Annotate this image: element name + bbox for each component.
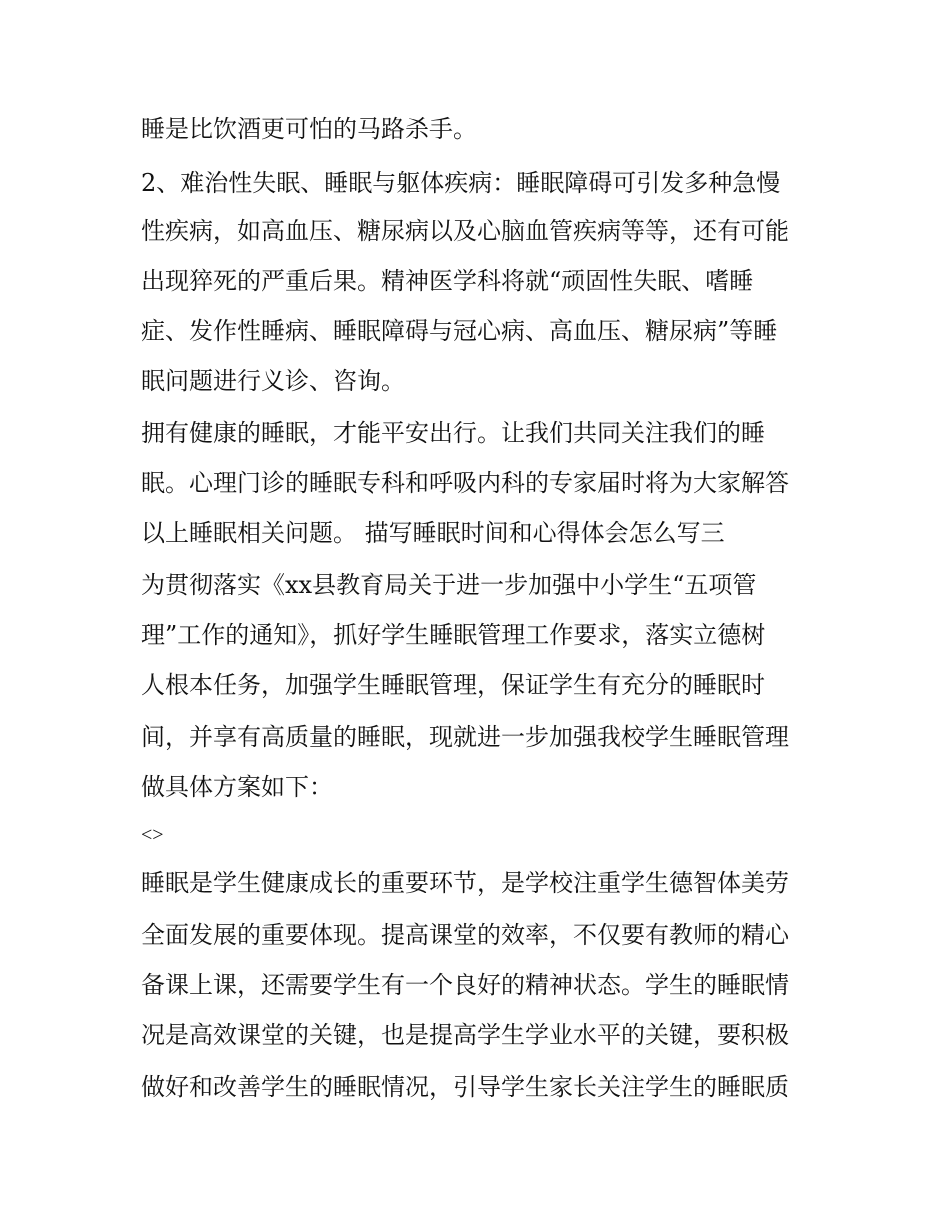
text-line: 睡眠是学生健康成长的重要环节，是学校注重学生德智体美劳: [141, 869, 789, 897]
text-line: 睡是比饮酒更可怕的马路杀手。: [141, 115, 477, 143]
text-line: 拥有健康的睡眠，才能平安出行。让我们共同关注我们的睡: [141, 419, 765, 447]
text-line: 症、发作性睡病、睡眠障碍与冠心病、高血压、糖尿病”等睡: [141, 317, 778, 345]
text-line: 2、难治性失眠、睡眠与躯体疾病：睡眠障碍可引发多种急慢: [141, 169, 781, 197]
text-line: 眠问题进行义诊、咨询。: [141, 367, 405, 395]
text-line: 备课上课，还需要学生有一个良好的精神状态。学生的睡眠情: [141, 971, 789, 999]
text-line: 以上睡眠相关问题。 描写睡眠时间和心得体会怎么写三: [141, 519, 725, 547]
text-line: 理”工作的通知》，抓好学生睡眠管理工作要求，落实立德树: [141, 621, 766, 649]
text-line: 人根本任务，加强学生睡眠管理，保证学生有充分的睡眠时: [141, 671, 765, 699]
text-line: <>: [141, 824, 164, 846]
text-line: 做具体方案如下：: [141, 773, 333, 801]
text-line: 间，并享有高质量的睡眠，现就进一步加强我校学生睡眠管理: [141, 723, 789, 751]
text-line: 为贯彻落实《xx县教育局关于进一步加强中小学生“五项管: [141, 571, 757, 599]
text-line: 眠。心理门诊的睡眠专科和呼吸内科的专家届时将为大家解答: [141, 469, 789, 497]
text-line: 全面发展的重要体现。提高课堂的效率，不仅要有教师的精心: [141, 921, 789, 949]
text-line: 出现猝死的严重后果。精神医学科将就“顽固性失眠、嗜睡: [141, 267, 754, 295]
text-line: 况是高效课堂的关键，也是提高学生学业水平的关键，要积极: [141, 1021, 789, 1049]
text-line: 性疾病，如高血压、糖尿病以及心脑血管疾病等等，还有可能: [141, 217, 789, 245]
text-line: 做好和改善学生的睡眠情况，引导学生家长关注学生的睡眠质: [141, 1073, 789, 1101]
